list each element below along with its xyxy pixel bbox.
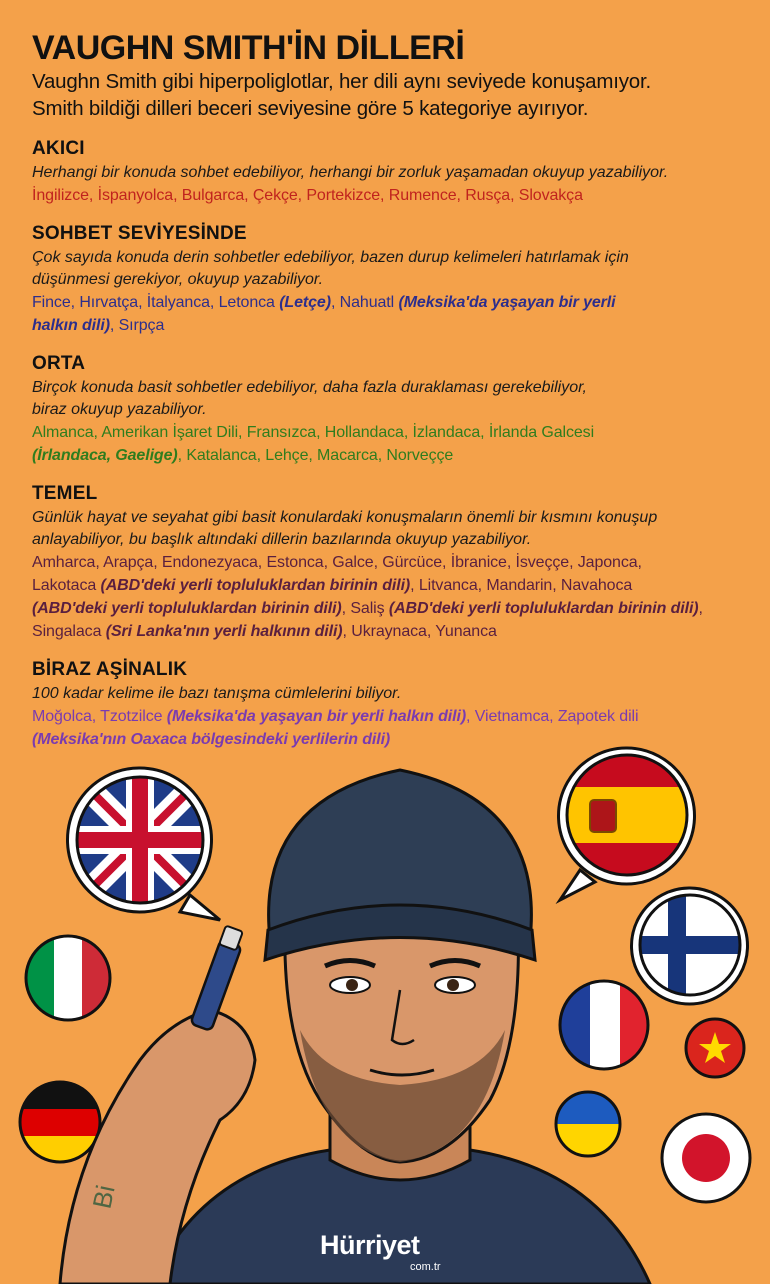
hurriyet-logo: Hürriyet	[320, 1230, 420, 1260]
section-description: 100 kadar kelime ile bazı tanışma cümlelerini biliyor.	[32, 685, 402, 702]
lang-note: (Meksika'nın Oaxaca bölgesindeki yerlilerin dili)	[32, 731, 391, 748]
section-description: Herhangi bir konuda sohbet edebiliyor, herhangi bir zorluk yaşamadan okuyup yazabiliyor.	[32, 164, 669, 181]
subtitle	[32, 68, 748, 122]
language-list: İngilizce, İspanyolca, Bulgarca, Çekçe, Portekizce, Rumence, Rusça, Slovakça	[32, 187, 583, 204]
section-description	[32, 507, 748, 551]
lang-text: , Saliş	[341, 600, 389, 617]
lang-text: , Vietnamca, Zapotek dili	[466, 708, 639, 725]
lang-text: , Katalanca, Lehçe, Macarca, Norveççe	[177, 447, 454, 464]
lang-note: (İrlandaca, Gaelige)	[32, 447, 178, 464]
section-akici	[32, 136, 748, 207]
lang-note: (ABD'deki yerli topluluklardan birinin dili)	[100, 577, 411, 594]
desc-line: biraz okuyup yazabiliyor.	[32, 401, 207, 418]
section-sohbet	[32, 221, 748, 337]
lang-text: Lakotaca	[32, 577, 101, 594]
section-heading: TEMEL	[32, 483, 98, 504]
section-heading: AKICI	[32, 138, 85, 159]
illustration	[0, 740, 770, 1284]
lang-note: (Meksika'da yaşayan bir yerli	[398, 294, 616, 311]
lang-note: halkın dili)	[32, 317, 110, 334]
lang-note: (ABD'deki yerli topluluklardan birinin dili)	[32, 600, 342, 617]
lang-note: (Sri Lanka'nın yerli halkının dili)	[105, 623, 343, 640]
svg-text:Bi: Bi	[86, 1182, 121, 1212]
lang-text: Moğolca, Tzotzilce	[32, 708, 167, 725]
lang-text: ,	[698, 600, 703, 617]
subtitle-line-1: Vaughn Smith gibi hiperpoliglotlar, her dili aynı seviyede konuşamıyor.	[32, 70, 651, 93]
lang-text: , Ukraynaca, Yunanca	[342, 623, 497, 640]
section-description	[32, 247, 748, 291]
marker-icon	[190, 926, 243, 1032]
page-title: VAUGHN SMITH'İN DİLLERİ	[32, 29, 465, 67]
lang-text: Amharca, Arapça, Endonezyaca, Estonca, Galce, Gürcüce, İbranice, İsveççe, Japonca,	[32, 554, 642, 571]
section-biraz	[32, 657, 748, 751]
lang-text: , Nahuatl	[330, 294, 399, 311]
japan-flag	[660, 1112, 752, 1204]
lang-text: , Litvanca, Mandarin, Navahoca	[410, 577, 633, 594]
lang-text: Fince, Hırvatça, İtalyanca, Letonca	[32, 294, 280, 311]
subtitle-line-2: Smith bildiği dilleri beceri seviyesine göre 5 kategoriye ayırıyor.	[32, 97, 589, 120]
desc-line: Birçok konuda basit sohbetler edebiliyor, daha fazla duraklaması gerekebiliyor,	[32, 379, 587, 396]
section-heading: SOHBET SEVİYESİNDE	[32, 223, 247, 244]
article-content	[32, 28, 748, 751]
section-orta	[32, 351, 748, 467]
hurriyet-domain: com.tr	[410, 1261, 441, 1273]
lang-note: (Letçe)	[279, 294, 331, 311]
desc-line: Çok sayıda konuda derin sohbetler edebiliyor, bazen durup kelimeleri hatırlamak için	[32, 249, 629, 266]
lang-text: Almanca, Amerikan İşaret Dili, Fransızca, Hollandaca, İzlandaca, İrlanda Galcesi	[32, 424, 595, 441]
section-description	[32, 377, 748, 421]
lang-text: , Sırpça	[109, 317, 165, 334]
section-heading: BİRAZ AŞİNALIK	[32, 659, 188, 680]
lang-note: (Meksika'da yaşayan bir yerli halkın dili)	[166, 708, 467, 725]
section-heading: ORTA	[32, 353, 86, 374]
lang-note: (ABD'deki yerli topluluklardan birinin dili)	[388, 600, 699, 617]
desc-line: Günlük hayat ve seyahat gibi basit konulardaki konuşmaların önemli bir kısmını konuşup	[32, 509, 658, 526]
language-list	[32, 291, 748, 337]
language-list	[32, 551, 748, 643]
section-temel	[32, 481, 748, 643]
lang-text: Singalaca	[32, 623, 106, 640]
desc-line: anlayabiliyor, bu başlık altındaki dillerin bazılarında okuyup yazabiliyor.	[32, 531, 532, 548]
desc-line: düşünmesi gerekiyor, okuyup yazabiliyor.	[32, 271, 324, 288]
language-list	[32, 421, 748, 467]
